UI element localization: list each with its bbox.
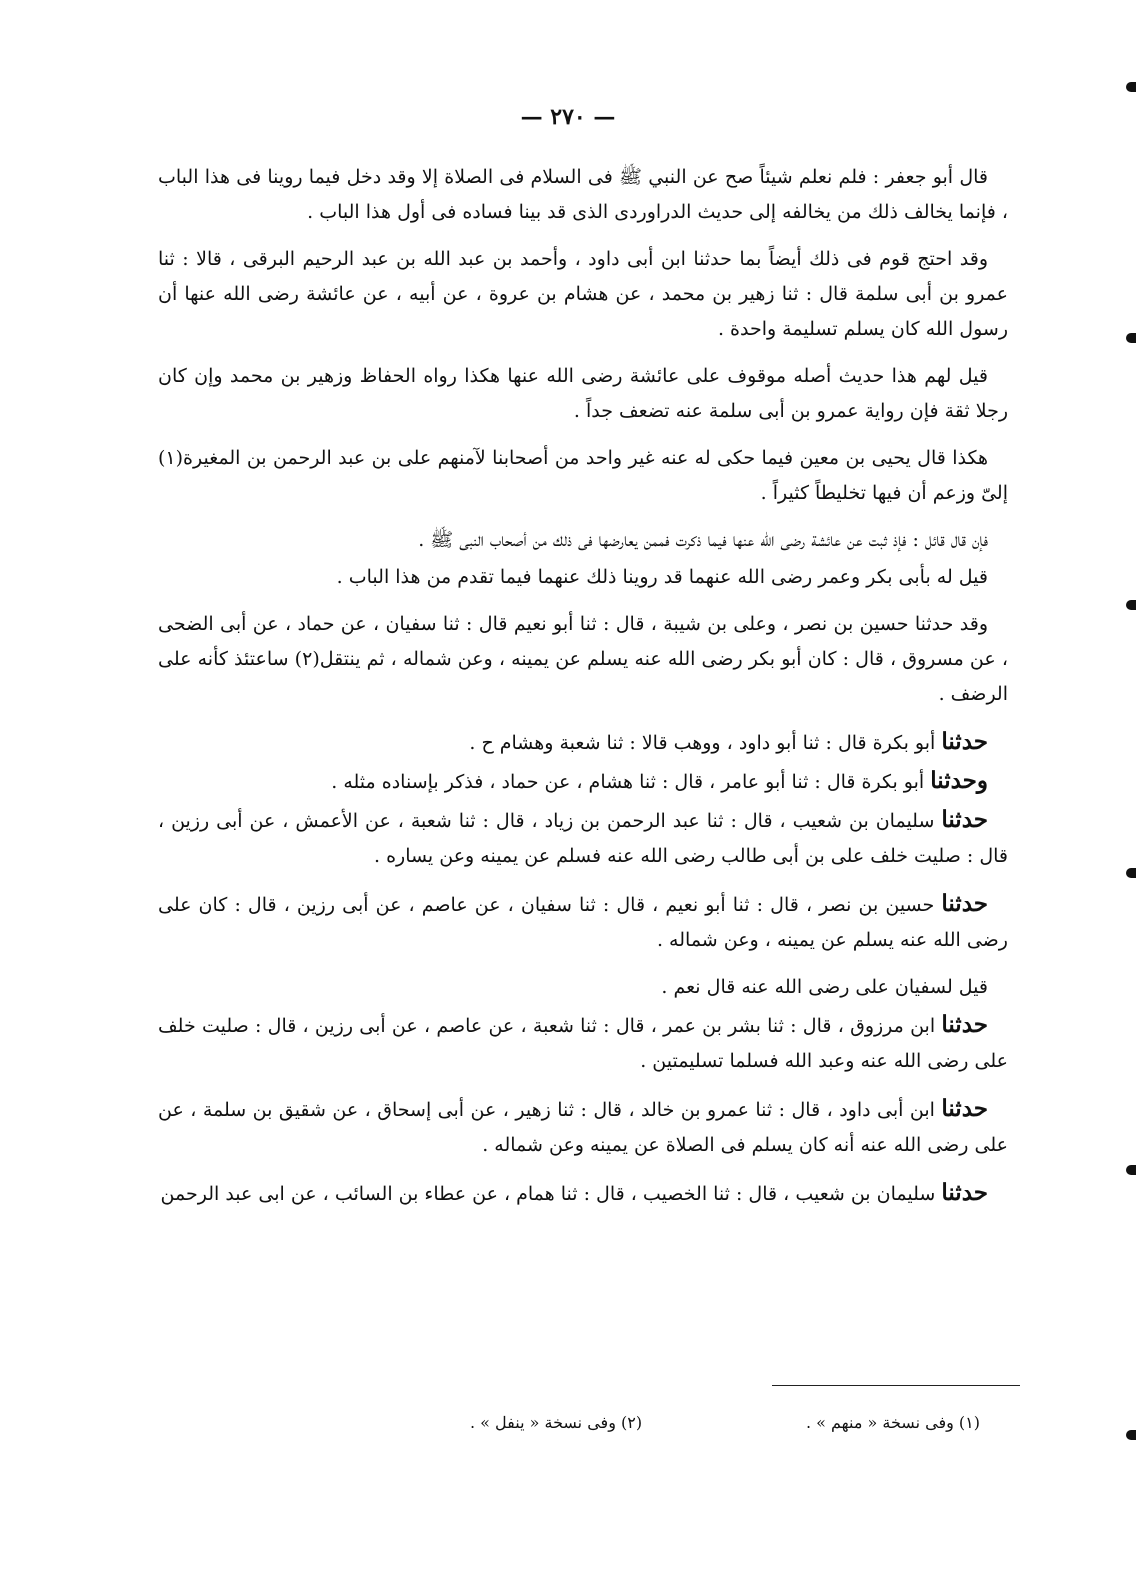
paragraph-text: أبو بكرة قال : ثنا أبو داود ، ووهب قالا : ثنا شعبة وهشام ح . <box>469 732 936 754</box>
paragraph <box>158 523 1008 558</box>
paragraph-text: سليمان بن شعيب ، قال : ثنا الخصيب ، قال : ثنا همام ، عن عطاء بن السائب ، عن ابى عبد الرحمن <box>160 1183 936 1205</box>
paragraph <box>158 441 1008 511</box>
scan-edge-mark <box>1126 82 1136 92</box>
footnote-2: (٢) وفى نسخة « ينفل » . <box>470 1413 643 1432</box>
scan-edge-mark <box>1126 600 1136 610</box>
paragraph <box>158 970 1008 1005</box>
paragraph-text: قيل لهم هذا حديث أصله موقوف على عائشة رضى الله عنها هكذا رواه الحفاظ وزهير بن محمد وإن كان رجلا ثقة فإن رواية عمرو بن أبى سلمة عنه تضعف جداً . <box>158 365 1008 422</box>
paragraph <box>158 359 1008 429</box>
paragraph-text: فإن قال قائل : فإذ ثبت عن عائشة رضى الله عنها فيما ذكرت فممن يعارضها فى ذلك من أصحاب النبى ﷺ . <box>418 529 988 551</box>
paragraph-text: ابن أبى داود ، قال : ثنا عمرو بن خالد ، قال : ثنا زهير ، عن أبى إسحاق ، عن شقيق بن سلمة ، عن على رضى الله عنه أنه كان يسلم فى الصلاة عن يمينه وعن شماله . <box>158 1099 1008 1156</box>
footnotes <box>470 1413 980 1432</box>
paragraph-text: وقد حدثنا حسين بن نصر ، وعلى بن شيبة ، قال : ثنا أبو نعيم قال : ثنا سفيان ، عن حماد ، عن أبى الضحى ، عن مسروق ، قال : كان أبو بكر رضى الله عنه يسلم عن يمينه ، وعن شماله ، ثم ينتقل(٢) ساعتئذ كأنه على الرضف . <box>158 613 1008 705</box>
hadith-keyword: حدثنا <box>941 1011 988 1038</box>
paragraph <box>158 763 1008 800</box>
hadith-keyword: حدثنا <box>941 1179 988 1206</box>
paragraph <box>158 1175 1008 1212</box>
paragraph-text: ابن مرزوق ، قال : ثنا بشر بن عمر ، قال : ثنا شعبة ، عن عاصم ، عن أبى رزين ، قال : صليت خلف على رضى الله عنه وعبد الله فسلما تسليمتين . <box>158 1015 1008 1072</box>
hadith-keyword: حدثنا <box>941 728 988 755</box>
paragraph <box>158 1007 1008 1079</box>
paragraph-text: قيل لسفيان على رضى الله عنه قال نعم . <box>661 976 988 998</box>
footnote-separator <box>772 1385 1020 1386</box>
paragraph-text: وقد احتج قوم فى ذلك أيضاً بما حدثنا ابن أبى داود ، وأحمد بن عبد الله بن عبد الرحيم البرقى ، قالا : ثنا عمرو بن أبى سلمة قال : ثنا زهير بن محمد ، عن هشام بن عروة ، عن أبيه ، عن عائشة رضى الله عنها أن رسول الله كان يسلم تسليمة واحدة . <box>158 248 1008 340</box>
scan-edge-mark <box>1126 868 1136 878</box>
paragraph-text: هكذا قال يحيى بن معين فيما حكى له عنه غير واحد من أصحابنا لآمنهم على بن عبد الرحمن بن المغيرة(١) إلىّ وزعم أن فيها تخليطاً كثيراً . <box>158 447 1008 504</box>
paragraph-text: أبو بكرة قال : ثنا أبو عامر ، قال : ثنا هشام ، عن حماد ، فذكر بإسناده مثله . <box>331 771 925 793</box>
paragraph-text: قال أبو جعفر : فلم نعلم شيئاً صح عن النبي ﷺ فى السلام فى الصلاة إلا وقد دخل فيما روينا فى هذا الباب ، فإنما يخالف ذلك من يخالفه إلى حديث الدراوردى الذى قد بينا فساده فى أول هذا الباب . <box>158 166 1008 223</box>
paragraph <box>158 160 1008 230</box>
main-text <box>158 160 1008 1224</box>
paragraph <box>158 802 1008 874</box>
paragraph <box>158 724 1008 761</box>
paragraph-text: سليمان بن شعيب ، قال : ثنا عبد الرحمن بن زياد ، قال : ثنا شعبة ، عن الأعمش ، عن أبى رزين ، قال : صليت خلف على بن أبى طالب رضى الله عنه فسلم عن يمينه وعن يساره . <box>158 810 1008 867</box>
hadith-keyword: وحدثنا <box>930 767 988 794</box>
paragraph-text: قيل له بأبى بكر وعمر رضى الله عنهما قد روينا ذلك عنهما فيما تقدم من هذا الباب . <box>336 566 988 588</box>
scan-edge-mark <box>1126 1430 1136 1440</box>
scan-edge-mark <box>1126 333 1136 343</box>
paragraph <box>158 242 1008 347</box>
paragraph <box>158 1091 1008 1163</box>
scan-edge-mark <box>1126 1165 1136 1175</box>
page-number: — ٢٧٠ — <box>520 104 616 130</box>
paragraph <box>158 886 1008 958</box>
paragraph-text: حسين بن نصر ، قال : ثنا أبو نعيم ، قال : ثنا سفيان ، عن عاصم ، عن أبى رزين ، قال : كان على رضى الله عنه يسلم عن يمينه ، وعن شماله . <box>158 894 1008 951</box>
footnote-1: (١) وفى نسخة « منهم » . <box>805 1413 980 1432</box>
hadith-keyword: حدثنا <box>941 890 988 917</box>
hadith-keyword: حدثنا <box>941 806 988 833</box>
paragraph <box>158 560 1008 595</box>
paragraph <box>158 607 1008 712</box>
hadith-keyword: حدثنا <box>941 1095 988 1122</box>
